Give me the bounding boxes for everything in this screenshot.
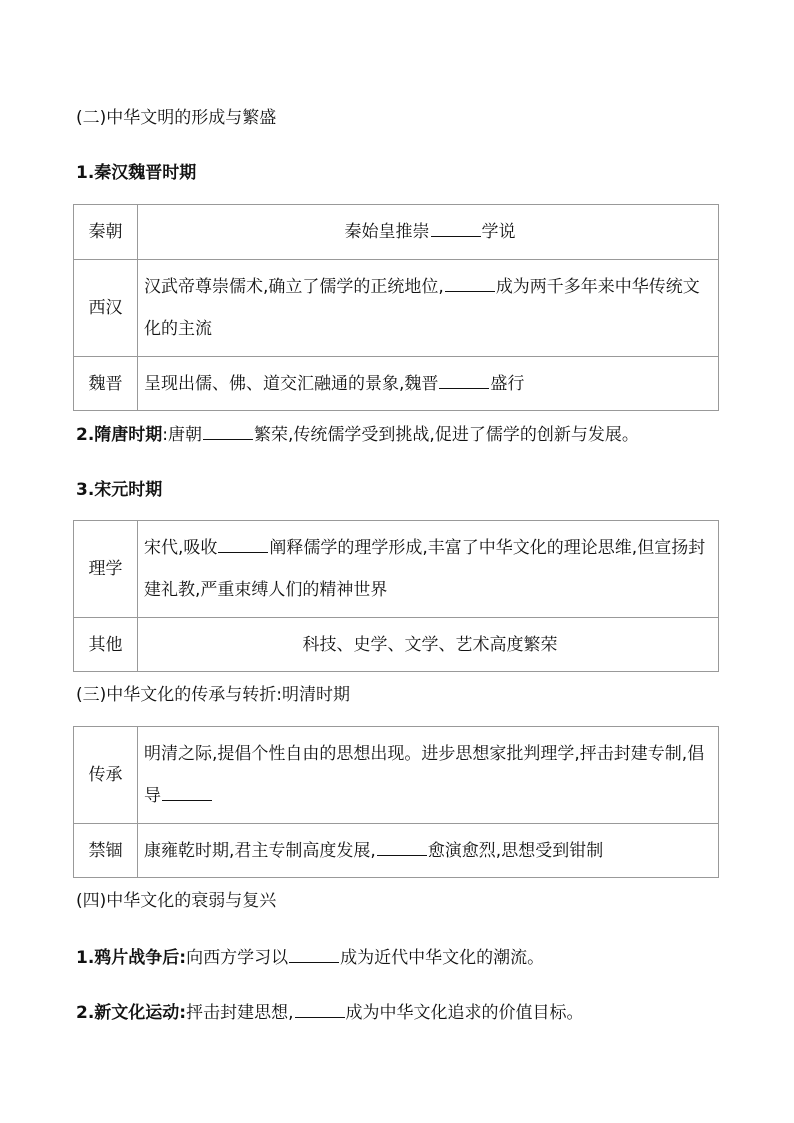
fill-blank — [431, 221, 481, 237]
sub2-line: 2.隋唐时期:唐朝 繁荣,传统儒学受到挑战,促进了儒学的创新与发展。 — [76, 425, 639, 445]
table-row — [74, 618, 719, 672]
section3-heading: (三)中华文化的传承与转折:明清时期 — [76, 685, 350, 705]
table-row — [74, 727, 719, 824]
row-content: 科技、史学、文学、艺术高度繁荣 — [138, 618, 719, 672]
row-content: 秦始皇推崇 学说 — [138, 205, 719, 260]
qin-han-table — [73, 204, 719, 411]
row-label: 魏晋 — [74, 357, 138, 411]
fill-blank — [162, 785, 212, 801]
section4-heading: (四)中华文化的衰弱与复兴 — [76, 891, 277, 911]
row-label: 秦朝 — [74, 205, 138, 260]
section2-heading: (二)中华文明的形成与繁盛 — [76, 108, 277, 128]
row-label: 传承 — [74, 727, 138, 824]
fill-blank — [289, 947, 339, 963]
table-row — [74, 357, 719, 411]
table-row — [74, 205, 719, 260]
song-yuan-table — [73, 520, 719, 672]
row-label: 理学 — [74, 521, 138, 618]
fill-blank — [377, 840, 427, 856]
table-row — [74, 824, 719, 878]
item2-title: 2.新文化运动: — [76, 1003, 187, 1023]
row-content: 宋代,吸收 阐释儒学的理学形成,丰富了中华文化的理论思维,但宣扬封建礼教,严重束缚人们的精神世界 — [138, 521, 719, 618]
sub2-title: 2.隋唐时期 — [76, 425, 163, 445]
row-content: 明清之际,提倡个性自由的思想出现。进步思想家批判理学,抨击封建专制,倡导 — [138, 727, 719, 824]
sub1-title: 1.秦汉魏晋时期 — [76, 163, 197, 183]
fill-blank — [203, 424, 253, 440]
table-row — [74, 260, 719, 357]
fill-blank — [439, 373, 489, 389]
row-content: 呈现出儒、佛、道交汇融通的景象,魏晋 盛行 — [138, 357, 719, 411]
table-row — [74, 521, 719, 618]
item2-line: 2.新文化运动:抨击封建思想, 成为中华文化追求的价值目标。 — [76, 1003, 584, 1023]
fill-blank — [295, 1002, 345, 1018]
row-label: 禁锢 — [74, 824, 138, 878]
fill-blank — [218, 537, 268, 553]
row-content: 康雍乾时期,君主专制高度发展, 愈演愈烈,思想受到钳制 — [138, 824, 719, 878]
ming-qing-table — [73, 726, 719, 878]
row-content: 汉武帝尊崇儒术,确立了儒学的正统地位, 成为两千多年来中华传统文化的主流 — [138, 260, 719, 357]
sub3-title: 3.宋元时期 — [76, 480, 163, 500]
row-label: 其他 — [74, 618, 138, 672]
fill-blank — [445, 276, 495, 292]
row-label: 西汉 — [74, 260, 138, 357]
item1-line: 1.鸦片战争后:向西方学习以 成为近代中华文化的潮流。 — [76, 948, 545, 968]
item1-title: 1.鸦片战争后: — [76, 948, 187, 968]
